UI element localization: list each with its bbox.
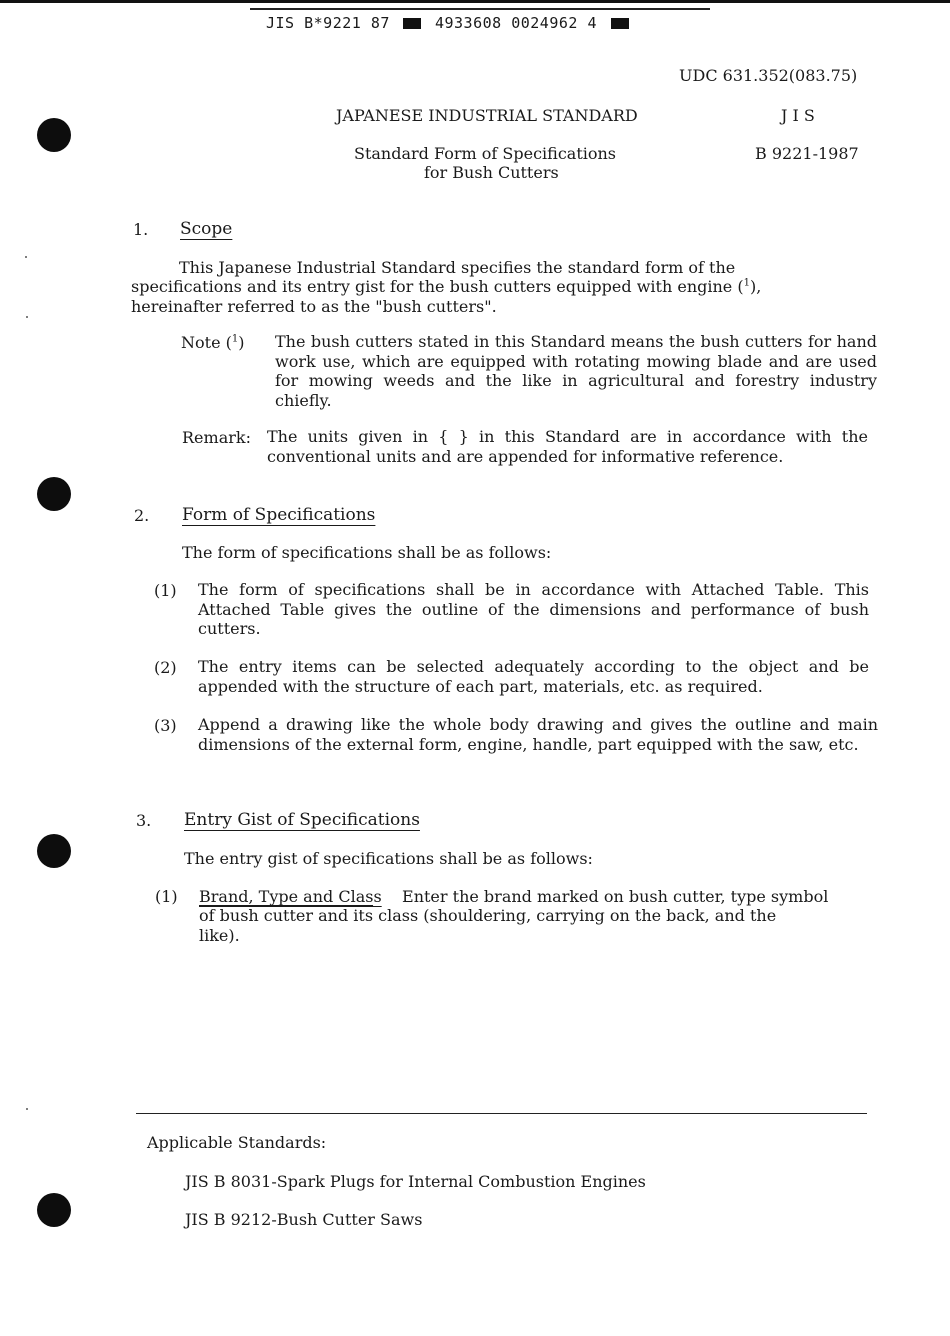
item-text: Enter the brand marked on bush cutter, type symbol: [402, 887, 829, 906]
header-code: [266, 14, 633, 32]
udc-code: UDC 631.352(083.75): [679, 66, 858, 85]
section-2-number: 2.: [134, 506, 150, 525]
section-2-intro: The form of specifications shall be as follows:: [182, 543, 552, 562]
doc-number: B 9221-1987: [755, 144, 859, 163]
section-2-item-3-text: Append a drawing like the whole body drawing and gives the outline and main dimensions of the external form, engine, handle, part equipped with the saw, etc.: [198, 715, 878, 754]
punch-hole-icon: [37, 477, 71, 511]
section-2-item-3-num: (3): [154, 716, 177, 735]
black-block-icon: [611, 18, 629, 29]
section-3-item-1-line2: [199, 906, 776, 925]
punch-hole-icon: [37, 1193, 71, 1227]
section-3-item-1-line1: [199, 887, 828, 906]
note-label-text: Note (: [181, 333, 232, 352]
doc-title-line1: Standard Form of Specifications: [354, 144, 617, 163]
section-3-item-1-num: (1): [155, 887, 178, 906]
header-rule: [250, 8, 710, 10]
section-3-title: Entry Gist of Specifications: [184, 810, 420, 830]
scan-speck: [26, 316, 28, 318]
remark-text: The units given in { } in this Standard are in accordance with the conventional units and are appended for informative reference.: [267, 427, 868, 466]
section-1-para-line3: hereinafter referred to as the "bush cutters".: [131, 297, 497, 316]
section-2-item-1-num: (1): [154, 581, 177, 600]
item-heading: Brand, Type and Class: [199, 887, 382, 906]
section-2-item-2-num: (2): [154, 658, 177, 677]
note-sup: 1: [231, 333, 239, 345]
doc-title-line2: for Bush Cutters: [424, 163, 559, 182]
scan-top-edge: [0, 0, 950, 3]
section-3-intro: The entry gist of specifications shall be as follows:: [184, 849, 593, 868]
header-code-right: 4933608 0024962 4: [434, 14, 597, 32]
org-title: JAPANESE INDUSTRIAL STANDARD: [336, 106, 638, 125]
section-3-number: 3.: [136, 811, 152, 830]
section-1-title: Scope: [180, 219, 233, 239]
footnote-ref: 1: [743, 277, 750, 289]
section-2-item-1-text: The form of specifications shall be in accordance with Attached Table. This Attached Table gives the outline of the dimensions and performance of bush cutters.: [198, 580, 869, 638]
header-code-left: JIS B*9221 87: [266, 14, 390, 32]
jis-label: J I S: [781, 106, 815, 125]
item-heading-cont: of bush cutter and its: [199, 906, 374, 925]
punch-hole-icon: [37, 834, 71, 868]
black-block-icon: [403, 18, 421, 29]
section-1-para-line2-end: ),: [749, 277, 762, 296]
note-label: [181, 333, 244, 352]
punch-hole-icon: [37, 118, 71, 152]
remark-label: Remark:: [182, 428, 251, 447]
footnote-rule: [136, 1113, 867, 1114]
section-1-number: 1.: [133, 220, 149, 239]
applicable-title: Applicable Standards:: [147, 1133, 327, 1152]
section-1-para-line1: This Japanese Industrial Standard specifies the standard form of the: [179, 258, 736, 277]
section-2-item-2-text: The entry items can be selected adequately according to the object and be appended with the structure of each part, materials, etc. as required.: [198, 657, 869, 696]
scan-speck: [26, 1108, 28, 1110]
applicable-item: JIS B 8031-Spark Plugs for Internal Combustion Engines: [185, 1172, 646, 1191]
applicable-item: JIS B 9212-Bush Cutter Saws: [185, 1210, 423, 1229]
section-2-title: Form of Specifications: [182, 505, 376, 525]
item-text-cont: class (shouldering, carrying on the back, and the: [378, 906, 777, 925]
note-label-end: ): [238, 333, 245, 352]
note-text: The bush cutters stated in this Standard means the bush cutters for hand work use, which are equipped with rotating mowing blade and are used for mowing weeds and the like in agricultural and forestry industry chiefly.: [275, 332, 877, 410]
section-1-para-line2-text: specifications and its entry gist for the bush cutters equipped with engine (: [131, 277, 744, 296]
section-1-para-line2: [131, 277, 761, 296]
scan-speck: [25, 256, 27, 258]
section-3-item-1-line3: like).: [199, 926, 240, 945]
